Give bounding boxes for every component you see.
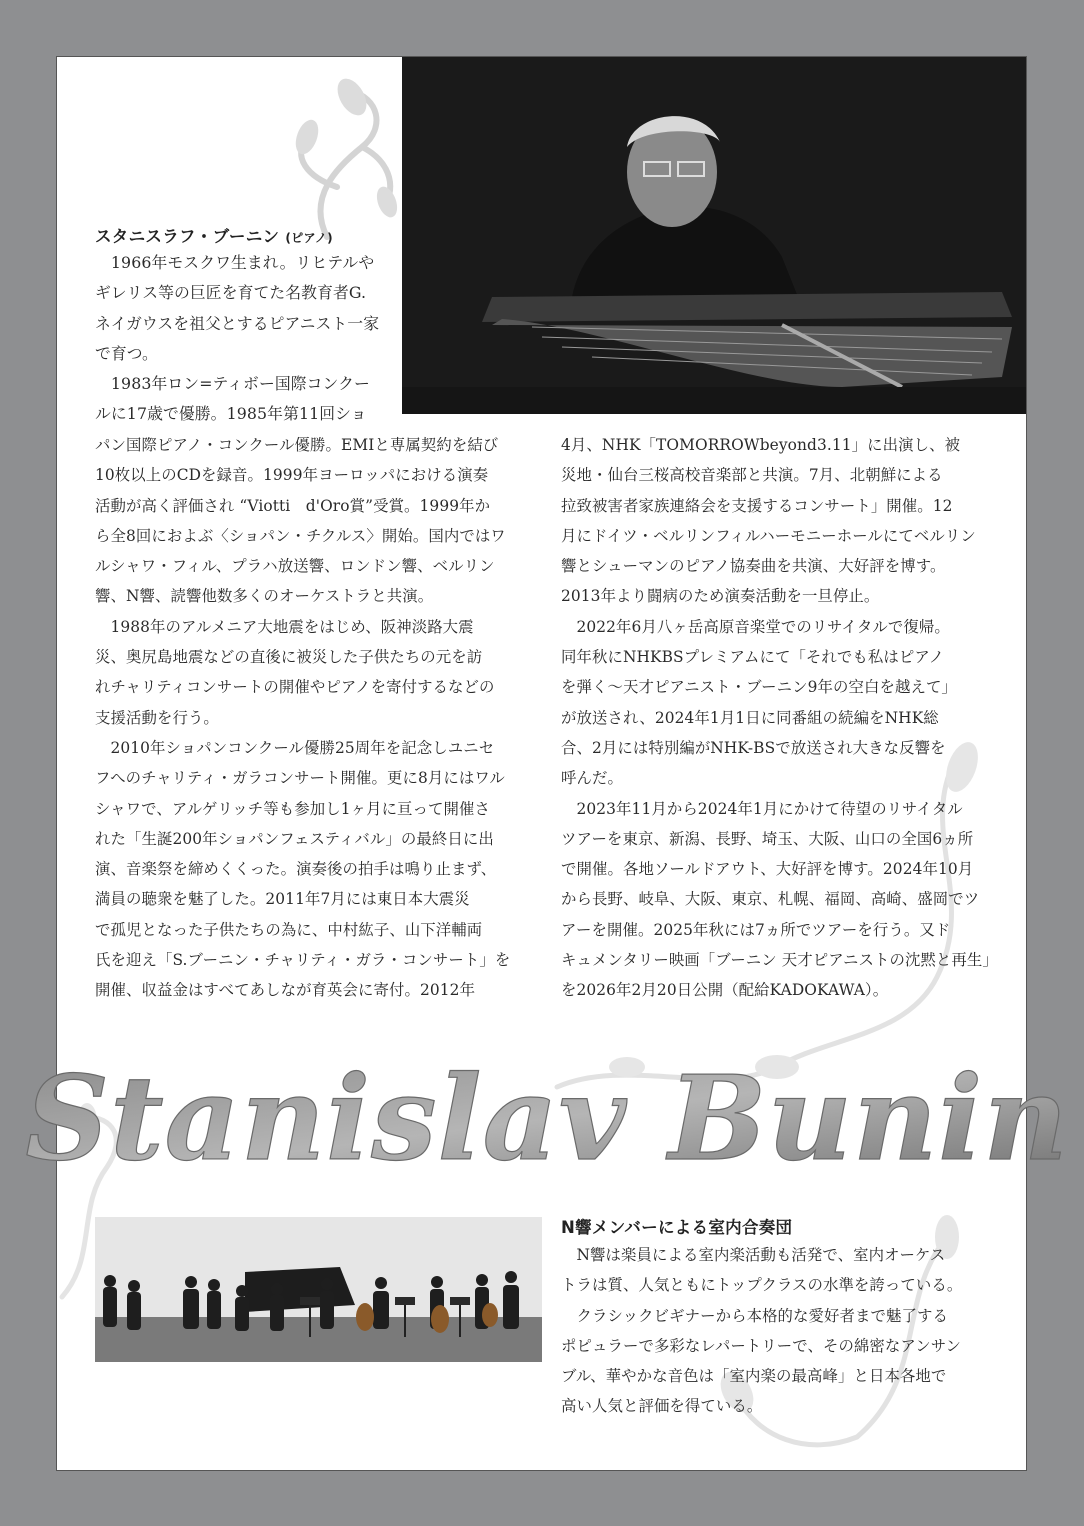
text-line: ルに17歳で優勝。1985年第11回ショ — [95, 404, 367, 424]
text-line: パン国際ピアノ・コンクール優勝。EMIと専属契約を結び — [95, 436, 499, 454]
text-line: クラシックビギナーから本格的な愛好者まで魅了する — [561, 1306, 948, 1325]
text-line: 呼んだ。 — [561, 769, 623, 788]
text-line: を弾く～天才ピアニスト・ブーニン9年の空白を越えて」 — [561, 678, 957, 697]
page-sheet — [25, 56, 1069, 1471]
title-stanislav-bunin — [25, 1047, 1069, 1197]
text-line: ポピュラーで多彩なレパートリーで、その綿密なアンサン — [561, 1336, 961, 1355]
text-line: 支援活動を行う。 — [95, 708, 219, 727]
bunin-bio-column-1 — [95, 430, 510, 1006]
text-line: ギレリス等の巨匠を育てた名教育者G. — [95, 283, 367, 303]
text-line: ら全8回におよぶ〈ショパン・チクルス〉開始。国内ではワ — [95, 526, 506, 545]
text-line: 活動が高く評価され “Viotti d'Oro賞”受賞。1999年か — [95, 496, 491, 515]
text-line: ブル、華やかな音色は「室内楽の最高峰」と日本各地で — [561, 1367, 947, 1386]
text-line: で育つ。 — [95, 343, 158, 363]
text-line: 演、音楽祭を締めくくった。演奏後の拍手は鳴り止まず、 — [95, 860, 497, 879]
bunin-role: (ピアノ) — [285, 231, 333, 245]
text-line: 災地・仙台三桜高校音楽部と共演。7月、北朝鮮による — [561, 466, 943, 485]
text-line: ツアーを東京、新潟、長野、埼玉、大阪、山口の全国6ヵ所 — [561, 829, 974, 848]
text-line: 響、N響、読響他数多くのオーケストラと共演。 — [95, 587, 434, 606]
text-line: 災、奥尻島地震などの直後に被災した子供たちの元を訪 — [95, 648, 483, 667]
text-line: で孤児となった子供たちの為に、中村紘子、山下洋輔両 — [95, 920, 483, 939]
text-line: トラは質、人気ともにトップクラスの水準を誇っている。 — [561, 1276, 963, 1295]
text-line: 氏を迎え「S.ブーニン・チャリティ・ガラ・コンサート」を — [95, 951, 511, 970]
text-line: 2013年より闘病のため演奏活動を一旦停止。 — [561, 587, 880, 606]
text-line: れチャリティコンサートの開催やピアノを寄付するなどの — [95, 678, 495, 697]
bunin-bio-intro — [95, 248, 379, 430]
signature-text: Stanislav Bunin — [25, 1051, 1069, 1187]
text-line: 合、2月には特別編がNHK-BSで放送され大きな反響を — [561, 738, 946, 757]
photo-nhk-ensemble — [95, 1217, 542, 1362]
bunin-name: スタニスラフ・ブーニン — [95, 227, 280, 246]
text-line: 響とシューマンのピアノ協奏曲を共演、大好評を博す。 — [561, 557, 946, 576]
text-line: 4月、NHK「TOMORROWbeyond3.11」に出演し、被 — [561, 436, 961, 454]
text-line: 1966年モスクワ生まれ。リヒテルや — [95, 253, 375, 272]
text-line: 10枚以上のCDを録音。1999年ヨーロッパにおける演奏 — [95, 466, 489, 485]
text-line: れた「生誕200年ショパンフェスティバル」の最終日に出 — [95, 829, 494, 848]
bunin-bio-column-2 — [561, 430, 998, 1006]
text-line: ルシャワ・フィル、プラハ放送響、ロンドン響、ベルリン — [95, 557, 495, 576]
text-line: ネイガウスを祖父とするピアニスト一家 — [95, 313, 380, 333]
text-line: フへのチャリティ・ガラコンサート開催。更に8月にはワル — [95, 769, 505, 788]
text-line: 高い人気と評価を得ている。 — [561, 1397, 763, 1416]
text-line: で開催。各地ソールドアウト、大好評を博す。2024年10月 — [561, 860, 974, 879]
text-line: 2023年11月から2024年1月にかけて待望のリサイタル — [561, 799, 963, 818]
text-line: が放送され、2024年1月1日に同番組の続編をNHK総 — [561, 708, 939, 727]
text-line: N響は楽員による室内楽活動も活発で、室内オーケス — [561, 1246, 946, 1264]
text-line: 2010年ショパンコンクール優勝25周年を記念しユニセ — [95, 738, 495, 757]
ensemble-description — [561, 1240, 962, 1422]
bunin-heading — [95, 223, 333, 247]
text-line: 月にドイツ・ベルリンフィルハーモニーホールにてベルリン — [561, 526, 976, 545]
text-line: から長野、岐阜、大阪、東京、札幌、福岡、高崎、盛岡でツ — [561, 890, 980, 909]
text-line: 拉致被害者家族連絡会を支援するコンサート」開催。12 — [561, 496, 953, 515]
text-line: シャワで、アルゲリッチ等も参加し1ヶ月に亘って開催さ — [95, 799, 491, 818]
text-line: 2022年6月八ヶ岳高原音楽堂でのリサイタルで復帰。 — [561, 617, 950, 636]
text-line: アーを開催。2025年秋には7ヵ所でツアーを行う。又ド — [561, 920, 951, 939]
text-line: 1988年のアルメニア大地震をはじめ、阪神淡路大震 — [95, 617, 474, 636]
text-line: 同年秋にNHKBSプレミアムにて「それでも私はピアノ — [561, 648, 945, 667]
text-line: 1983年ロン=ティボー国際コンクー — [95, 374, 370, 394]
floral-ornament-top — [267, 77, 417, 247]
text-line: 満員の聴衆を魅了した。2011年7月には東日本大震災 — [95, 890, 470, 909]
text-line: キュメンタリー映画「ブーニン 天才ピアニストの沈黙と再生」 — [561, 951, 998, 970]
photo-bunin-piano — [402, 57, 1026, 414]
ensemble-heading: N響メンバーによる室内合奏団 — [561, 1218, 793, 1237]
text-line: を2026年2月20日公開（配給KADOKAWA）。 — [561, 981, 889, 1000]
text-line: 開催、収益金はすべてあしなが育英会に寄付。2012年 — [95, 981, 476, 1000]
